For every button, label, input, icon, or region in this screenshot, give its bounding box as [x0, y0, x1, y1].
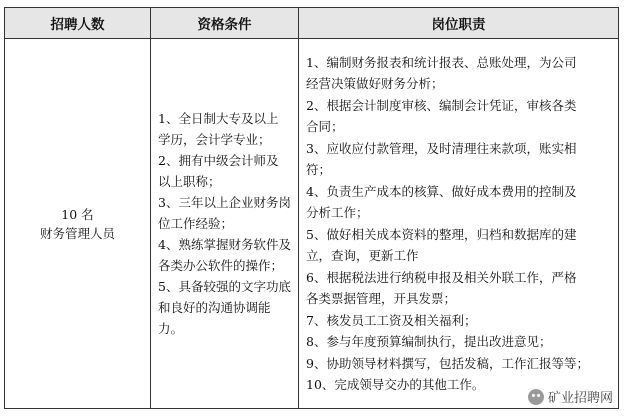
duty-line: 合同；	[306, 119, 344, 134]
duty-line: 经营决策做好财务分析；	[306, 76, 444, 91]
qualification-line: 位工作经验；	[158, 216, 234, 231]
position-title: 财务管理人员	[39, 225, 115, 241]
duty-line: 9、协助领导材料撰写，包括发稿，工作汇报等等；	[306, 355, 589, 371]
qualifications-cell	[151, 39, 299, 409]
duty-line: 分析工作；	[306, 205, 369, 220]
qualification-line: 以上职称；	[158, 174, 221, 189]
recruitment-table	[4, 7, 619, 409]
duty-line: 符；	[306, 162, 332, 177]
table-row	[5, 39, 619, 409]
duty-line: 6、根据税法进行纳税申报及相关外联工作，严格	[306, 269, 577, 285]
count-cell	[5, 39, 151, 409]
duty-line: 4、负责生产成本的核算、做好成本费用的控制及	[306, 183, 577, 199]
duty-line: 10、完成领导交办的其他工作。	[306, 377, 485, 392]
wechat-icon	[528, 389, 544, 405]
header-count: 招聘人数	[5, 8, 151, 39]
duty-line: 8、参与年度预算编制执行，提出改进意见；	[306, 334, 552, 349]
header-qualifications: 资格条件	[151, 8, 299, 39]
duty-line: 立，查询，更新工作	[306, 248, 419, 263]
watermark	[525, 387, 616, 406]
qualification-line: 力。	[158, 321, 184, 336]
header-duties: 岗位职责	[299, 8, 619, 39]
qualification-line: 学历，会计学专业；	[158, 132, 271, 147]
qualification-line: 和良好的沟通协调能	[158, 300, 271, 315]
duty-line: 7、核发员工工资及相关福利；	[306, 312, 477, 328]
qualification-line: 4、熟练掌握财务软件及	[158, 237, 291, 252]
duty-line: 各类票据管理，开具发票；	[306, 291, 457, 306]
table-header-row	[5, 8, 619, 39]
qualification-line: 2、拥有中级会计师及	[158, 153, 279, 168]
duties-cell	[299, 39, 619, 409]
qualification-line: 3、三年以上企业财务岗	[158, 195, 291, 210]
qualification-line: 5、具备较强的文字功底	[158, 279, 291, 294]
duty-line: 2、根据会计制度审核、编制会计凭证，审核各类	[306, 97, 577, 113]
duty-line: 5、做好相关成本资料的整理，归档和数据库的建	[306, 226, 577, 242]
qualification-line: 1、全日制大专及以上	[158, 111, 279, 126]
duty-line: 3、应收应付款管理，及时清理往来款项，账实相	[306, 140, 577, 156]
headcount: 10 名	[61, 206, 94, 222]
duty-line: 1、编制财务报表和统计报表、总账处理，为公司	[306, 54, 577, 70]
watermark-text: 矿业招聘网	[547, 391, 613, 406]
qualification-line: 各类办公软件的操作；	[158, 258, 284, 273]
